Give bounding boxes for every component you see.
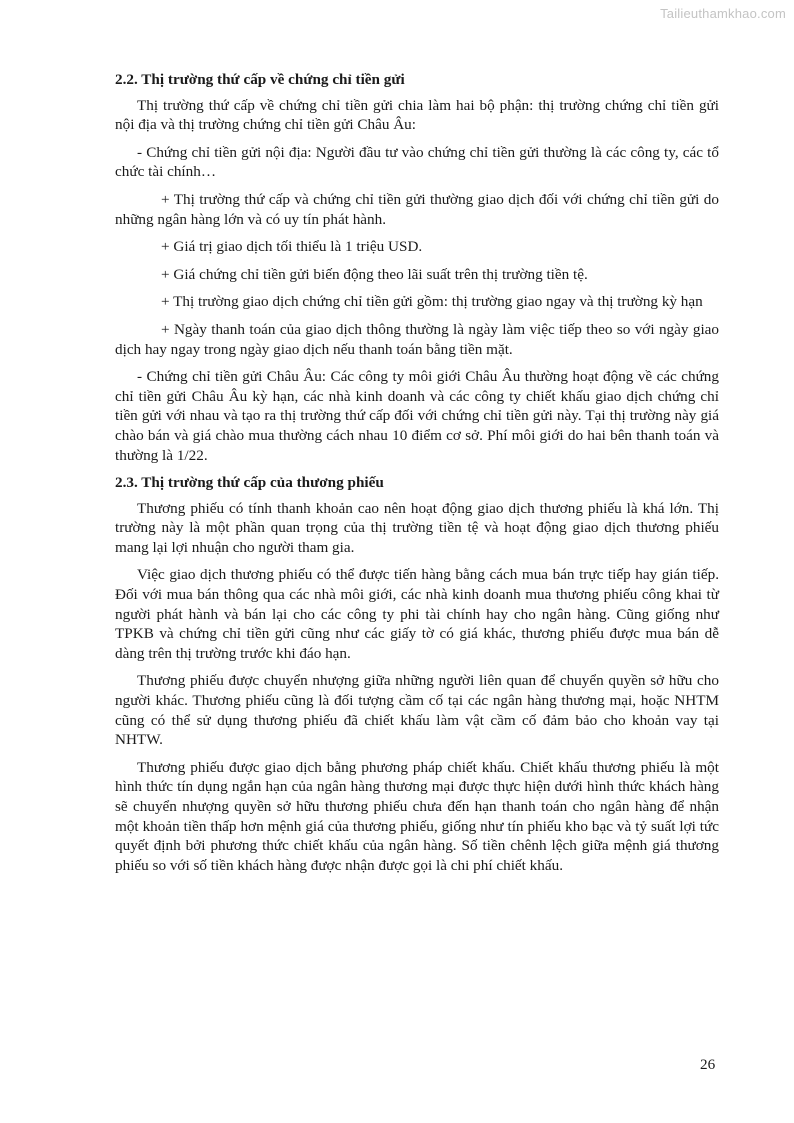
- bullet-paragraph: + Giá chứng chỉ tiền gửi biến động theo lãi suất trên thị trường tiền tệ.: [161, 265, 588, 283]
- document-body: [115, 70, 719, 883]
- paragraph: Thị trường thứ cấp về chứng chỉ tiền gửi chia làm hai bộ phận: thị trường chứng chỉ tiền gửi nội địa và thị trường chứng chỉ tiền gửi Châu Âu:: [115, 96, 719, 134]
- section-heading-2-3: 2.3. Thị trường thứ cấp của thương phiếu: [115, 474, 384, 492]
- bullet-paragraph: + Ngày thanh toán của giao dịch thông thường là ngày làm việc tiếp theo so với ngày giao dịch hay ngay trong ngày giao dịch nếu thanh toán bằng tiền mặt.: [115, 320, 719, 358]
- paragraph: Thương phiếu được chuyển nhượng giữa những người liên quan để chuyển quyền sở hữu cho người khác. Thương phiếu cũng là đối tượng cầm cố tại các ngân hàng thương mại, hoặc NHTM cũng có thể sử dụng thương phiếu đã chiết khấu làm vật cầm cố đảm bảo cho khoản vay tại NHTW.: [115, 672, 719, 749]
- bullet-paragraph: + Thị trường thứ cấp và chứng chỉ tiền gửi thường giao dịch đối với chứng chỉ tiền gửi do những ngân hàng lớn và có uy tín phát hành.: [115, 190, 719, 228]
- paragraph: - Chứng chỉ tiền gửi nội địa: Người đầu tư vào chứng chỉ tiền gửi thường là các công ty, các tổ chức tài chính…: [115, 143, 719, 181]
- bullet-paragraph: + Thị trường giao dịch chứng chỉ tiền gửi gồm: thị trường giao ngay và thị trường kỳ hạn: [161, 293, 703, 311]
- paragraph: Thương phiếu được giao dịch bằng phương pháp chiết khấu. Chiết khấu thương phiếu là một hình thức tín dụng ngắn hạn của ngân hàng thương mại được thực hiện dưới hình thức khách hàng sẽ chuyển nhượng quyền sở hữu thương phiếu chưa đến hạn thanh toán cho ngân hàng để nhận một khoản tiền thấp hơn mệnh giá của thương phiếu, giống như tín phiếu kho bạc và tỷ suất lợi tức quyết định bởi phương thức chiết khấu của ngân hàng. Số tiền chênh lệch giữa mệnh giá thương phiếu so với số tiền khách hàng được nhận được gọi là chi phí chiết khấu.: [115, 758, 719, 874]
- watermark-text: Tailieuthamkhao.com: [660, 6, 786, 21]
- paragraph: - Chứng chỉ tiền gửi Châu Âu: Các công ty môi giới Châu Âu thường hoạt động về các chứng chỉ tiền gửi Châu Âu kỳ hạn, các nhà kinh doanh và các công ty chiết khấu giao dịch chứng chỉ tiền gửi với nhau và tạo ra thị trường thứ cấp đối với chứng chỉ tiền gửi này. Tại thị trường này giá chào bán và giá chào mua thường cách nhau 10 điểm cơ sở. Phí môi giới do hai bên thanh toán và thường là 1/22.: [115, 368, 719, 464]
- page-number: 26: [700, 1056, 716, 1073]
- bullet-paragraph: + Giá trị giao dịch tối thiểu là 1 triệu USD.: [161, 238, 423, 256]
- paragraph: Việc giao dịch thương phiếu có thể được tiến hàng bằng cách mua bán trực tiếp hay gián tiếp. Đối với mua bán thông qua các nhà môi giới, các nhà kinh doanh mua thương phiếu công khai từ người phát hành và bán lại cho các công ty phi tài chính hay cho ngân hàng. Cũng giống như TPKB và chứng chỉ tiền gửi cũng như các giấy tờ có giá khác, thương phiếu được mua bán dễ dàng trên thị trường trước khi đáo hạn.: [115, 566, 719, 662]
- section-heading-2-2: 2.2. Thị trường thứ cấp về chứng chỉ tiền gửi: [115, 71, 405, 88]
- paragraph: Thương phiếu có tính thanh khoản cao nên hoạt động giao dịch thương phiếu là khá lớn. Thị trường này là một phần quan trọng của thị trường tiền tệ và hoạt động giao dịch thương phiếu mang lại lợi nhuận cho người tham gia.: [115, 499, 719, 556]
